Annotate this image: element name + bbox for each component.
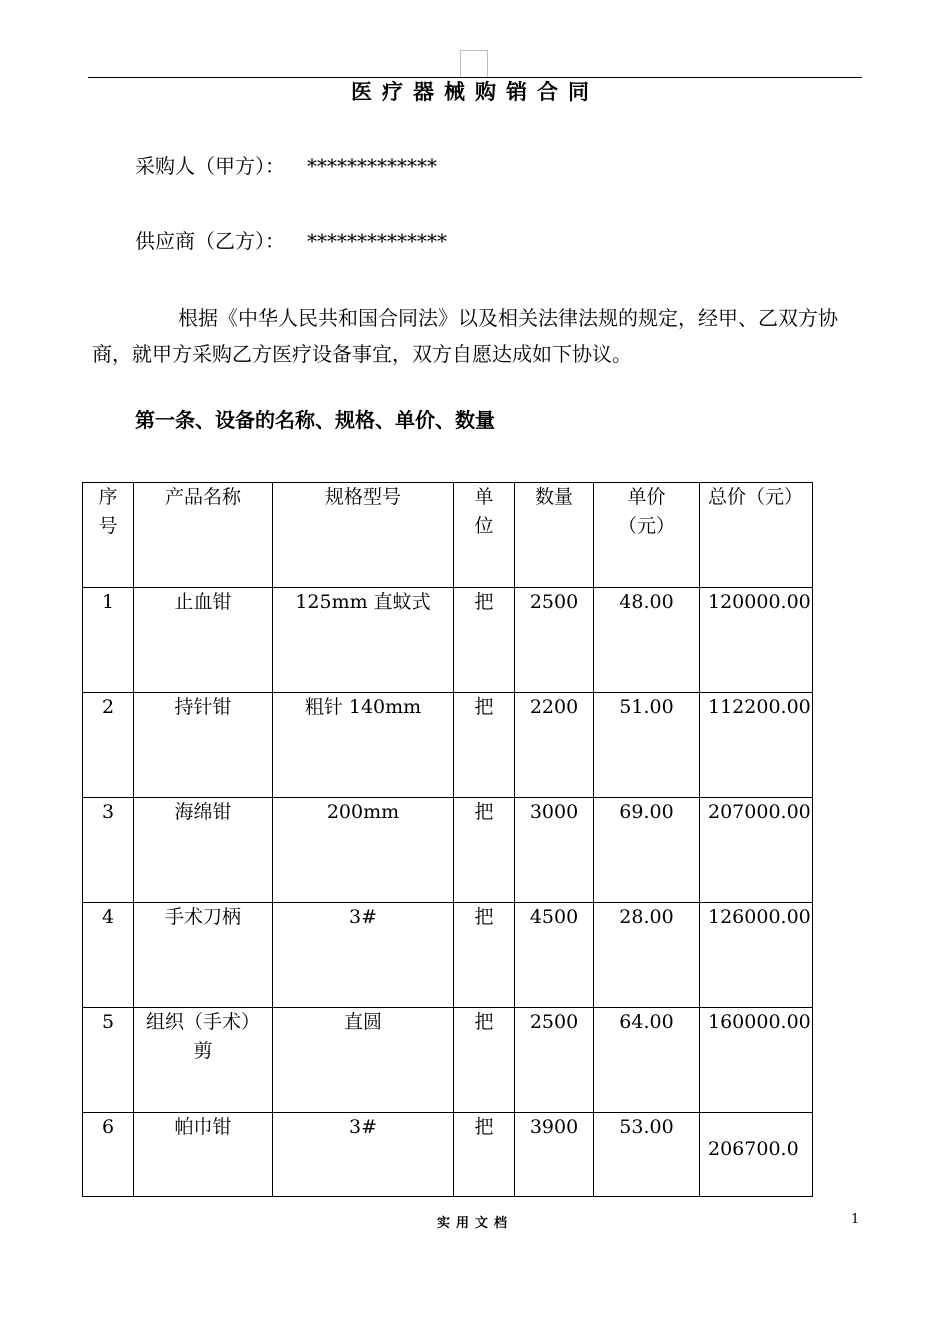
cell-spec: 125mm 直蚊式 — [273, 588, 454, 693]
table-row — [83, 1008, 813, 1113]
table-row — [83, 1113, 813, 1197]
cell-total: 126000.00 — [700, 903, 813, 1008]
cell-name: 海绵钳 — [134, 798, 273, 903]
cell-qty: 3000 — [515, 798, 594, 903]
header-marker-box — [460, 50, 488, 78]
header-unit: 单位 — [454, 483, 515, 588]
cell-name: 组织（手术）剪 — [134, 1008, 273, 1113]
cell-spec: 直圆 — [273, 1008, 454, 1113]
cell-no: 2 — [83, 693, 134, 798]
supplier-value: ************** — [307, 229, 447, 253]
table-row — [83, 588, 813, 693]
document-title: 医疗器械购销合同 — [351, 80, 599, 104]
header-rule — [88, 77, 862, 78]
cell-no: 4 — [83, 903, 134, 1008]
cell-price: 53.00 — [594, 1113, 700, 1197]
cell-name: 手术刀柄 — [134, 903, 273, 1008]
table-row — [83, 903, 813, 1008]
cell-price: 51.00 — [594, 693, 700, 798]
cell-qty: 4500 — [515, 903, 594, 1008]
cell-qty: 2500 — [515, 1008, 594, 1113]
cell-no: 3 — [83, 798, 134, 903]
cell-unit: 把 — [454, 1008, 515, 1113]
table-header-row — [83, 483, 813, 588]
cell-unit: 把 — [454, 1113, 515, 1197]
buyer-line — [135, 153, 437, 179]
cell-qty: 2500 — [515, 588, 594, 693]
cell-unit: 把 — [454, 693, 515, 798]
cell-unit: 把 — [454, 798, 515, 903]
cell-total: 206700.0 — [700, 1113, 813, 1197]
cell-total: 112200.00 — [700, 693, 813, 798]
supplier-line — [135, 228, 447, 254]
header-spec: 规格型号 — [273, 483, 454, 588]
buyer-value: ************* — [307, 154, 437, 178]
cell-price: 69.00 — [594, 798, 700, 903]
cell-spec: 粗针 140mm — [273, 693, 454, 798]
header-total: 总价（元） — [700, 483, 813, 588]
cell-total: 160000.00 — [700, 1008, 813, 1113]
intro-paragraph-text: 根据《中华人民共和国合同法》以及相关法律法规的规定，经甲、乙双方协商，就甲方采购乙方医疗设备事宜，双方自愿达成如下协议。 — [92, 306, 838, 366]
cell-qty: 3900 — [515, 1113, 594, 1197]
equipment-table — [82, 482, 813, 1197]
footer-text: 实用文档 — [436, 1216, 513, 1231]
header-no: 序号 — [83, 483, 134, 588]
supplier-label: 供应商（乙方）： — [135, 229, 285, 253]
page-number: 1 — [851, 1212, 860, 1227]
cell-qty: 2200 — [515, 693, 594, 798]
cell-no: 1 — [83, 588, 134, 693]
cell-spec: 3# — [273, 903, 454, 1008]
cell-unit: 把 — [454, 588, 515, 693]
table-row — [83, 693, 813, 798]
cell-spec: 3# — [273, 1113, 454, 1197]
cell-name: 持针钳 — [134, 693, 273, 798]
cell-unit: 把 — [454, 903, 515, 1008]
header-qty: 数量 — [515, 483, 594, 588]
section-title: 第一条、设备的名称、规格、单价、数量 — [135, 408, 495, 432]
header-name: 产品名称 — [134, 483, 273, 588]
cell-name: 止血钳 — [134, 588, 273, 693]
cell-no: 6 — [83, 1113, 134, 1197]
cell-price: 48.00 — [594, 588, 700, 693]
cell-spec: 200mm — [273, 798, 454, 903]
cell-name: 帕巾钳 — [134, 1113, 273, 1197]
table-row — [83, 798, 813, 903]
cell-total: 207000.00 — [700, 798, 813, 903]
cell-total: 120000.00 — [700, 588, 813, 693]
cell-price: 64.00 — [594, 1008, 700, 1113]
cell-no: 5 — [83, 1008, 134, 1113]
intro-paragraph — [92, 300, 868, 372]
buyer-label: 采购人（甲方）： — [135, 154, 285, 178]
cell-price: 28.00 — [594, 903, 700, 1008]
header-price: 单价（元） — [594, 483, 700, 588]
